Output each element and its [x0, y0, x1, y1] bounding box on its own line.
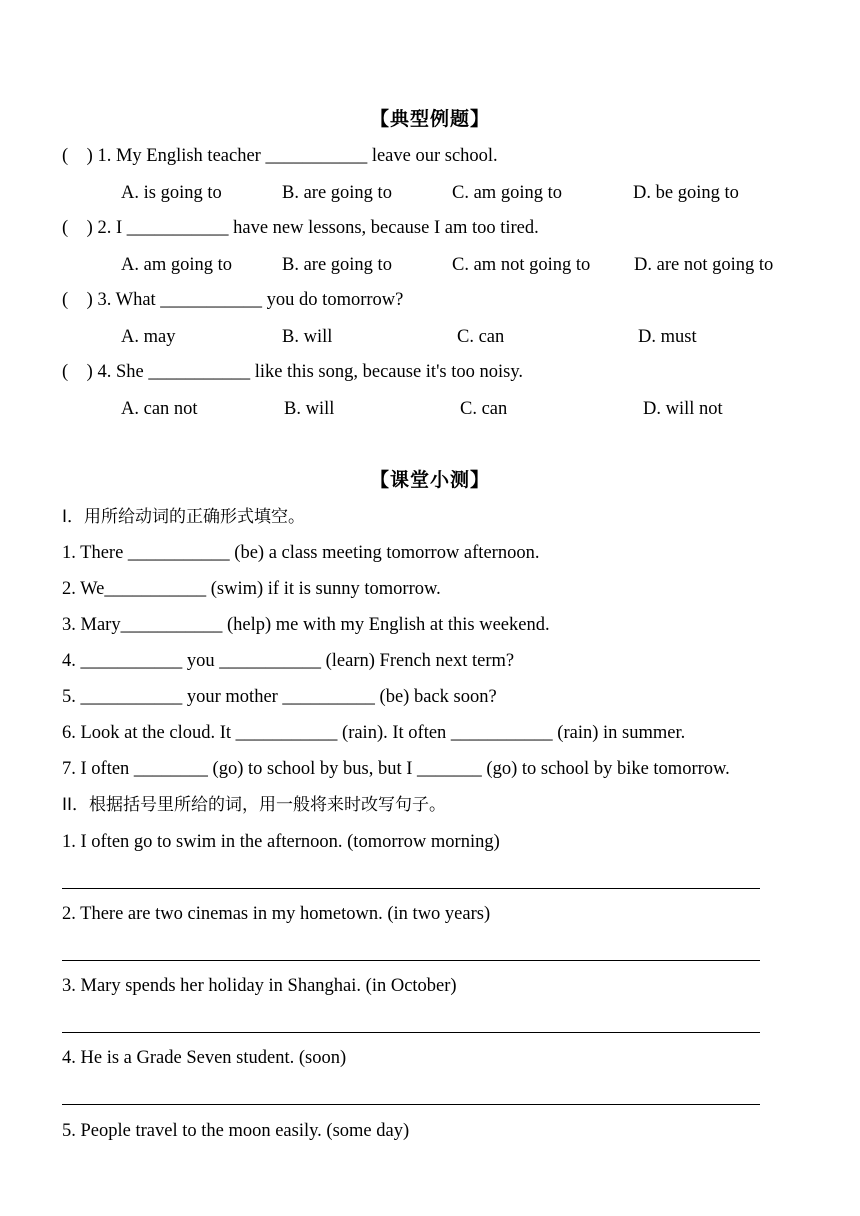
question-1-option-c: C. am going to — [452, 183, 562, 203]
question-3-stem: ( ) 3. What ___________ you do tomorrow? — [62, 290, 404, 310]
fill-item-6: 6. Look at the cloud. It ___________ (rain). It often ___________ (rain) in summer. — [62, 723, 686, 743]
question-3-option-a: A. may — [121, 327, 176, 347]
fill-item-5: 5. ___________ your mother __________ (be) back soon? — [62, 687, 497, 707]
question-2-option-a: A. am going to — [121, 255, 232, 275]
question-1-option-b: B. are going to — [282, 183, 392, 203]
fill-item-1: 1. There ___________ (be) a class meeting tomorrow afternoon. — [62, 543, 540, 563]
question-4-option-c: C. can — [460, 399, 508, 419]
rewrite-item-2: 2. There are two cinemas in my hometown. (in two years) — [62, 904, 491, 924]
answer-line-3 — [62, 1032, 760, 1033]
section-title-examples: 【典型例题】 — [369, 108, 490, 130]
question-1-stem: ( ) 1. My English teacher ___________ leave our school. — [62, 146, 498, 166]
fill-item-7: 7. I often ________ (go) to school by bus, but I _______ (go) to school by bike tomorrow. — [62, 759, 730, 779]
fill-item-3: 3. Mary___________ (help) me with my English at this weekend. — [62, 615, 550, 635]
rewrite-item-3: 3. Mary spends her holiday in Shanghai. (in October) — [62, 976, 457, 996]
question-2-stem: ( ) 2. I ___________ have new lessons, because I am too tired. — [62, 218, 539, 238]
question-4-stem: ( ) 4. She ___________ like this song, because it's too noisy. — [62, 362, 524, 382]
section-title-quiz: 【课堂小测】 — [369, 469, 490, 491]
part-1-heading: I．用所给动词的正确形式填空。 — [62, 507, 306, 527]
part-2-heading: II．根据括号里所给的词，用一般将来时改写句子。 — [62, 795, 447, 815]
question-4-option-a: A. can not — [121, 399, 198, 419]
rewrite-item-5: 5. People travel to the moon easily. (some day) — [62, 1121, 410, 1141]
question-2-option-b: B. are going to — [282, 255, 392, 275]
question-2-option-d: D. are not going to — [634, 255, 774, 275]
answer-line-1 — [62, 888, 760, 889]
question-1-option-d: D. be going to — [633, 183, 739, 203]
answer-line-4 — [62, 1104, 760, 1105]
fill-item-4: 4. ___________ you ___________ (learn) French next term? — [62, 651, 515, 671]
question-3-option-c: C. can — [457, 327, 505, 347]
rewrite-item-4: 4. He is a Grade Seven student. (soon) — [62, 1048, 347, 1068]
question-2-option-c: C. am not going to — [452, 255, 591, 275]
rewrite-item-1: 1. I often go to swim in the afternoon. (tomorrow morning) — [62, 832, 500, 852]
question-1-option-a: A. is going to — [121, 183, 222, 203]
question-3-option-b: B. will — [282, 327, 333, 347]
answer-line-2 — [62, 960, 760, 961]
question-4-option-d: D. will not — [643, 399, 723, 419]
question-4-option-b: B. will — [284, 399, 335, 419]
question-3-option-d: D. must — [638, 327, 697, 347]
fill-item-2: 2. We___________ (swim) if it is sunny tomorrow. — [62, 579, 441, 599]
